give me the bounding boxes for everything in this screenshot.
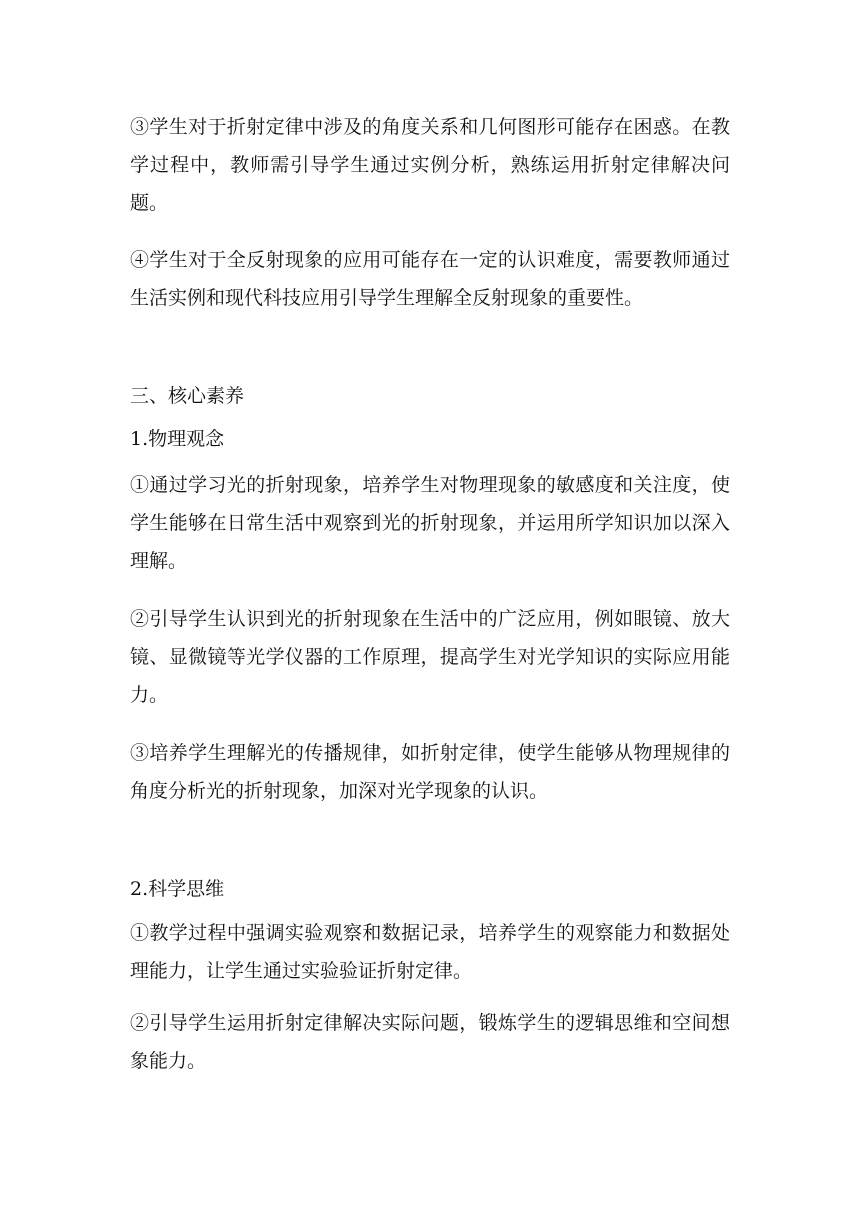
scientific-thinking-item-2: ②引导学生运用折射定律解决实际问题，锻炼学生的逻辑思维和空间想象能力。: [130, 1012, 730, 1072]
physics-concept-item-2: ②引导学生认识到光的折射现象在生活中的广泛应用，例如眼镜、放大镜、显微镜等光学仪器的工作原理，提高学生对光学知识的实际应用能力。: [130, 608, 730, 706]
paragraph-difficulty-3: ③学生对于折射定律中涉及的角度关系和几何图形可能存在困惑。在教学过程中，教师需引导学生通过实例分析，熟练运用折射定律解决问题。: [130, 116, 730, 214]
scientific-thinking-item-1: ①教学过程中强调实验观察和数据记录，培养学生的观察能力和数据处理能力，让学生通过实验验证折射定律。: [130, 922, 730, 982]
physics-concept-item-1: ①通过学习光的折射现象，培养学生对物理现象的敏感度和关注度，使学生能够在日常生活中观察到光的折射现象，并运用所学知识加以深入理解。: [130, 474, 730, 572]
section-heading-core-literacy: 三、核心素养: [130, 385, 245, 407]
paragraph-difficulty-4: ④学生对于全反射现象的应用可能存在一定的认识难度，需要教师通过生活实例和现代科技应用引导学生理解全反射现象的重要性。: [130, 249, 730, 309]
subheading-scientific-thinking: 2.科学思维: [130, 878, 225, 900]
physics-concept-item-3: ③培养学生理解光的传播规律，如折射定律，使学生能够从物理规律的角度分析光的折射现象，加深对光学现象的认识。: [130, 742, 730, 802]
subheading-physics-concept: 1.物理观念: [130, 428, 225, 450]
